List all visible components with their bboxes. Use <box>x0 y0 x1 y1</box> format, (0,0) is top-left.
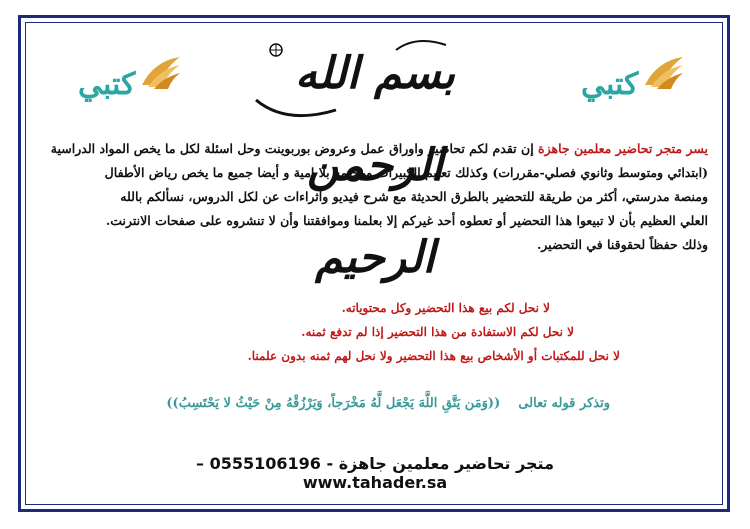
logo-right <box>575 55 685 107</box>
verse-lead: وتذكر قوله تعالى <box>518 396 610 411</box>
book-leaves-icon <box>140 55 182 89</box>
logo-text: كتبي <box>581 67 639 102</box>
intro-line: يسر متجر تحاضير معلمين جاهزة إن تقدم لكم تحاضير واوراق عمل وعروض بوربوينت وحل اسئلة لكل ما يخص المواد الدراسية <box>50 141 708 156</box>
intro-line: (ابتدائي ومتوسط وثانوي فصلي-مقررات) وكذلك تعليم الكبيرات ومجتمع بلا امية و أيضا جميع ما يخص رياض الأطفال <box>104 165 708 180</box>
verse-text: ((وَمَن يَتَّقِ اللَّهَ يَجْعَل لَّهُ مَخْرَجاً، وَيَرْزُقْهُ مِنْ حَيْثُ لا يَحْتَسِبُ)) <box>166 396 501 411</box>
intro-line: ومنصة مدرستي، أكثر من طريقة للتحضير بالطرق الحديثة مع شرح فيديو واثراءات عن لكل الدروس، نسألكم بالله <box>120 189 708 204</box>
logo-text: كتبي <box>78 67 136 102</box>
rule-item: لا نحل لكم بيع هذا التحضير وكل محتوياته. <box>341 301 550 315</box>
intro-paragraph <box>48 137 708 257</box>
rule-item: لا نحل للمكتبات أو الأشخاص بيع هذا التحضير ولا نحل لهم ثمنه بدون علمنا. <box>247 349 620 363</box>
rule-item: لا نحل لكم الاستفادة من هذا التحضير إذا لم تدفع ثمنه. <box>301 325 574 339</box>
intro-line: وذلك حفظاً لحقوقنا في التحضير. <box>536 237 708 252</box>
logo-left <box>72 55 182 107</box>
book-leaves-icon <box>643 55 685 89</box>
footer-contact: متجر تحاضير معلمين جاهزة - 0555106196 – www.tahader.sa <box>196 454 554 492</box>
quran-verse <box>70 396 610 411</box>
rules-list <box>60 296 620 368</box>
store-name: يسر متجر تحاضير معلمين جاهزة <box>538 141 708 156</box>
intro-line: العلي العظيم بأن لا تبيعوا هذا التحضير أو تعطوه أحد غيركم إلا بعلمنا وموافقتنا وأن لا تنشروه على صفحات الانترنت. <box>105 213 708 228</box>
basmala: بسم الله الرحمن الرحيم <box>295 48 455 283</box>
